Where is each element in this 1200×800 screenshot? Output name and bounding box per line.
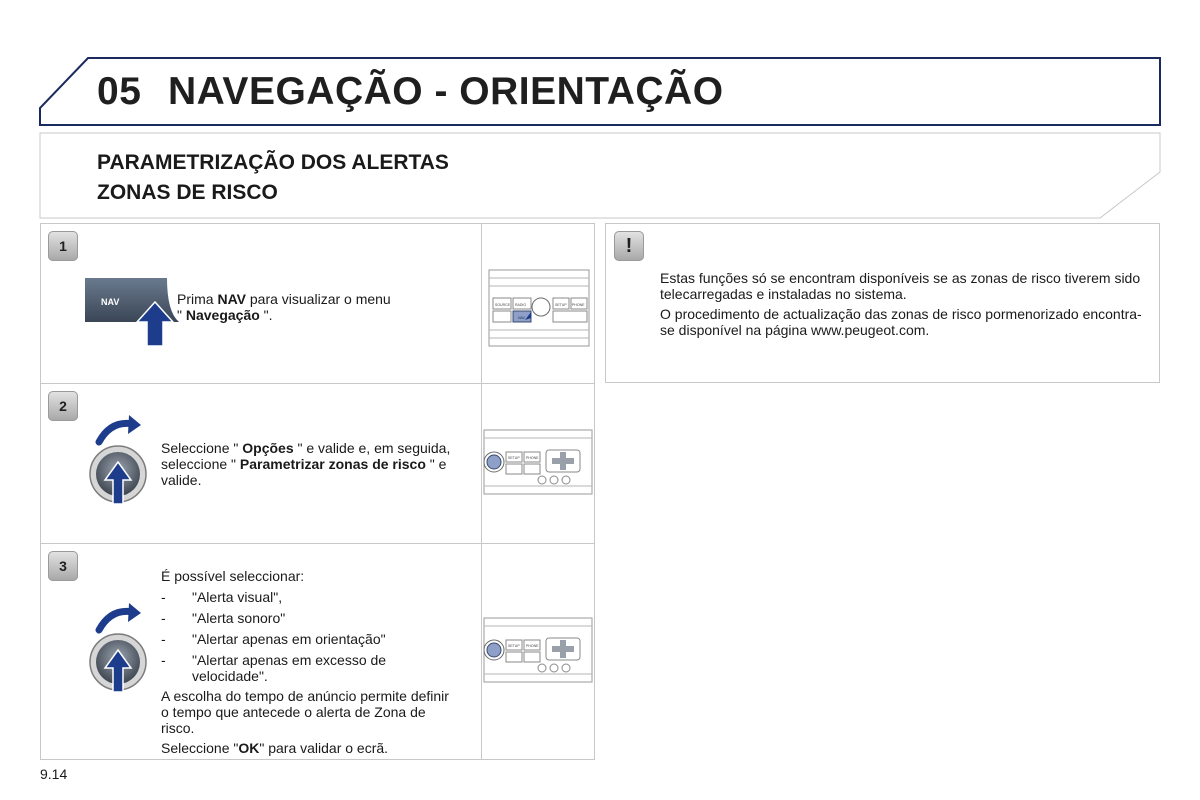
control-panel-illustration-3 (482, 616, 594, 686)
list-item: - "Alertar apenas em orientação" (161, 631, 386, 647)
rotary-knob-icon (85, 414, 155, 514)
step-3-paragraph: A escolha do tempo de anúncio permite definir o tempo que antecede o alerta de Zona de risco. (161, 688, 449, 736)
list-item: - "Alerta sonoro" (161, 610, 286, 626)
svg-text:SOURCE: SOURCE (495, 303, 510, 307)
step-3-badge: 3 (48, 551, 78, 581)
svg-text:PHONE: PHONE (526, 456, 539, 460)
list-item: - "Alertar apenas em excesso de velocidade". (161, 652, 387, 684)
nav-button-label: NAV (101, 297, 120, 307)
ok-keyword: OK (238, 740, 260, 756)
parametrizar-keyword: Parametrizar zonas de risco (239, 456, 426, 472)
step-2-box (40, 383, 595, 544)
rotary-knob-icon (85, 602, 155, 702)
step-2-badge: 2 (48, 391, 78, 421)
section-title (97, 148, 449, 208)
step-3-text (161, 568, 461, 756)
svg-text:SETUP: SETUP (508, 644, 520, 648)
svg-text:SETUP: SETUP (508, 456, 520, 460)
nav-keyword: NAV (217, 291, 246, 307)
step-3-final: Seleccione "OK" para validar o ecrã. (161, 740, 389, 756)
list-item: - "Alerta visual", (161, 589, 283, 605)
step-2-text: Seleccione " Opções " e valide e, em seguida, seleccione " Parametrizar zonas de risco " e valide. (161, 440, 451, 488)
warning-icon: ! (614, 231, 644, 261)
step-3-intro: É possível seleccionar: (161, 568, 305, 584)
step-1-text: Prima NAV para visualizar o menu " Navegação ". (177, 291, 391, 323)
svg-text:PHONE: PHONE (572, 303, 585, 307)
svg-text:RADIO: RADIO (515, 303, 527, 307)
step-1-badge: 1 (48, 231, 78, 261)
note-paragraph-2: O procedimento de actualização das zonas de risco pormenorizado encontra-se disponível na página www.peugeot.com. (660, 306, 1142, 338)
chapter-title: NAVEGAÇÃO - ORIENTAÇÃO (168, 70, 724, 113)
note-paragraph-1: Estas funções só se encontram disponíveis se as zonas de risco tiverem sido telecarregadas e instaladas no sistema. (660, 270, 1141, 302)
page-number: 9.14 (40, 766, 68, 782)
svg-text:SETUP: SETUP (555, 303, 567, 307)
step-1-divider (481, 224, 482, 383)
section-title-line2: ZONAS DE RISCO (97, 181, 278, 204)
svg-text:NAV: NAV (518, 316, 525, 320)
chapter-number: 05 (97, 70, 142, 113)
control-panel-illustration-2 (482, 428, 594, 498)
svg-text:PHONE: PHONE (526, 644, 539, 648)
navegacao-keyword: Navegação (185, 307, 260, 323)
nav-button-icon (83, 272, 183, 352)
section-title-line1: PARAMETRIZAÇÃO DOS ALERTAS (97, 151, 449, 174)
note-box (605, 223, 1160, 383)
control-panel-illustration-1 (487, 268, 591, 350)
opcoes-keyword: Opções (242, 440, 294, 456)
note-text (660, 270, 1150, 342)
step-3-box (40, 543, 595, 760)
step-1-box (40, 223, 595, 384)
